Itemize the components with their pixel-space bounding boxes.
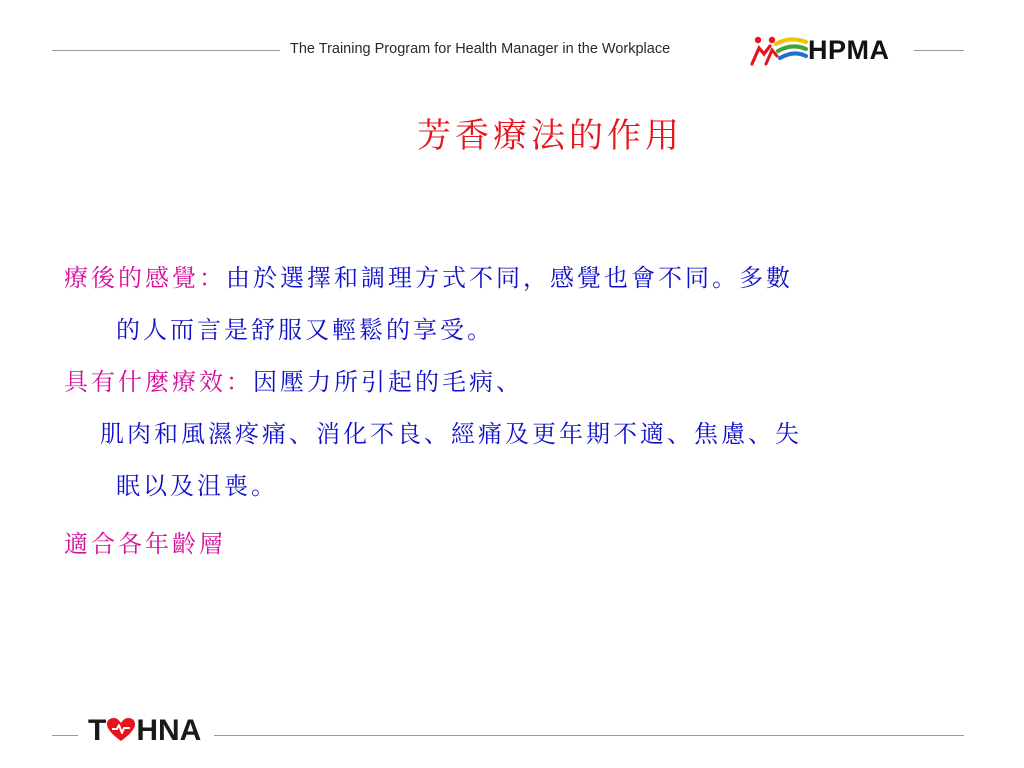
paragraph-feeling-line1 xyxy=(64,252,994,304)
feeling-text-line2: 的人而言是舒服又輕鬆的享受。 xyxy=(116,316,494,344)
tohna-logo xyxy=(88,714,201,748)
slide-footer xyxy=(0,700,1024,768)
footer-rule-left xyxy=(52,735,78,736)
header-rule-right xyxy=(914,50,964,51)
paragraph-feeling xyxy=(64,252,994,356)
feeling-label: 療後的感覺： xyxy=(64,264,226,292)
slide-title: 芳香療法的作用 xyxy=(417,116,683,156)
effects-label: 具有什麼療效： xyxy=(64,368,253,396)
header-rule-left xyxy=(52,50,280,51)
suitability-label: 適合各年齡層 xyxy=(64,530,226,558)
hpma-running-figures-icon xyxy=(750,34,808,70)
paragraph-suitability xyxy=(64,518,994,570)
effects-text-line2: 肌肉和風濕疼痛、消化不良、經痛及更年期不適、焦慮、失 xyxy=(100,420,802,448)
feeling-text-line1: 由於選擇和調理方式不同，感覺也會不同。多數 xyxy=(226,264,793,292)
slide-body xyxy=(64,252,994,570)
footer-rule-right xyxy=(214,735,964,736)
paragraph-effects-line1 xyxy=(64,356,994,408)
effects-text-line1: 因壓力所引起的毛病、 xyxy=(253,368,523,396)
tohna-logo-suffix: HNA xyxy=(136,714,202,747)
hpma-logo xyxy=(750,34,910,70)
effects-text-line3: 眠以及沮喪。 xyxy=(116,472,278,500)
slide-header xyxy=(0,0,1024,90)
tohna-logo-prefix: T xyxy=(88,714,107,747)
header-subtitle: The Training Program for Health Manager in the Workplace xyxy=(290,41,671,57)
heart-icon xyxy=(106,717,136,743)
paragraph-effects xyxy=(64,356,994,512)
hpma-logo-text: HPMA xyxy=(808,35,890,65)
